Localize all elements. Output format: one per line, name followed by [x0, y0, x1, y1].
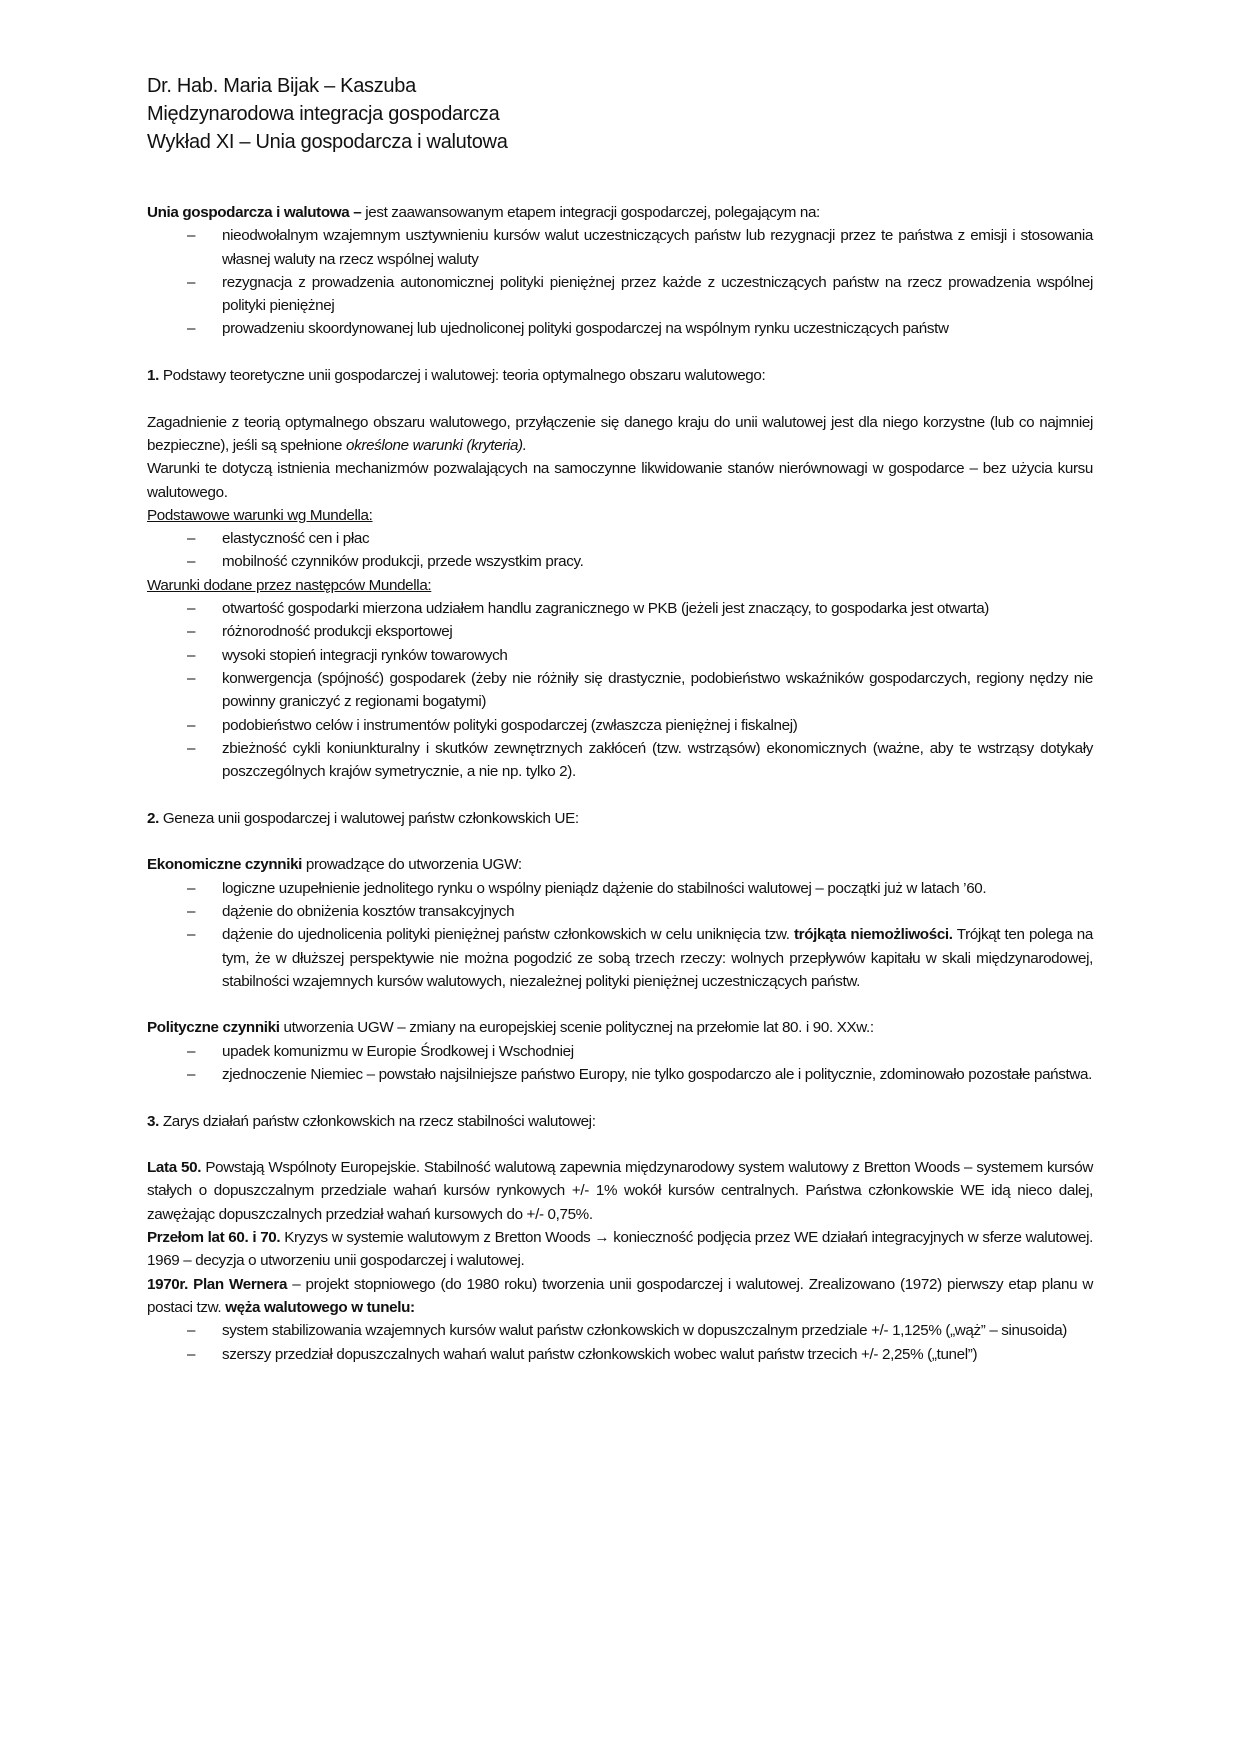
text-segment: dążenie do obniżenia kosztów transakcyjnych [222, 902, 515, 920]
bullet-dash-icon: – [187, 1345, 196, 1363]
blank-line [147, 341, 1093, 364]
list-item [147, 527, 1093, 550]
bullet-list [147, 1040, 1093, 1087]
paragraph [147, 457, 1093, 504]
bullet-dash-icon: – [187, 1065, 196, 1083]
text-segment: konwergencja (spójność) gospodarek (żeby nie różniły się drastycznie, podobieństwo wskaźników gospodarczych, regiony nędzy nie powinny graniczyć z regionami bogatymi) [222, 669, 1093, 711]
text-segment: upadek komunizmu w Europie Środkowej i Wschodniej [222, 1042, 574, 1060]
text-segment: podobieństwo celów i instrumentów polityki gospodarczej (zwłaszcza pieniężnej i fiskalnej) [222, 716, 798, 734]
bullet-dash-icon: – [187, 623, 196, 641]
paragraph [147, 504, 1093, 527]
list-item [147, 550, 1093, 573]
blank-line [147, 387, 1093, 410]
bullet-dash-icon: – [187, 879, 196, 897]
text-segment: – projekt stopniowego (do 1980 roku) tworzenia unii gospodarczej i walutowej. Zrealizowano (1972) pierwszy etap planu w postaci tzw. [147, 1275, 1093, 1316]
text-segment: Powstają Wspólnoty Europejskie. Stabilność walutową zapewnia międzynarodowy system walutowy z Bretton Woods – systemem kursów stałych o dopuszczalnym przedziale wahań kursów rynkowych +/- 1% wokół kursów centralnych. Państwa członkowskie WE idą nieco dalej, zawężając dopuszczalnych przedział wahań kursowych do +/- 0,75%. [147, 1159, 1093, 1223]
bullet-dash-icon: – [187, 553, 196, 571]
bullet-dash-icon: – [187, 926, 196, 944]
paragraph [147, 1110, 1093, 1133]
lecture-title: Wykład XI – Unia gospodarcza i walutowa [147, 131, 508, 153]
text-segment: nieodwołalnym wzajemnym usztywnieniu kursów walut uczestniczących państw lub rezygnacji przez te państwa z emisji i stosowania własnej waluty na rzecz wspólnej waluty [222, 227, 1093, 268]
bullet-dash-icon: – [187, 669, 196, 687]
paragraph [147, 1016, 1093, 1039]
underlined-subheading: Warunki dodane przez następców Mundella: [147, 576, 432, 594]
list-item [147, 1319, 1093, 1342]
paragraph [147, 364, 1093, 387]
list-item [147, 877, 1093, 900]
bullet-dash-icon: – [187, 716, 196, 734]
list-item [147, 271, 1093, 318]
text-segment: rezygnacja z prowadzenia autonomicznej polityki pieniężnej przez każde z uczestniczących państw na rzecz prowadzenia wspólnej polityki pieniężnej [222, 273, 1093, 315]
paragraph [147, 853, 1093, 876]
text-segment: szerszy przedział dopuszczalnych wahań walut państw członkowskich wobec walut państw trzecich +/- 2,25% („tunel”) [222, 1345, 978, 1363]
text-segment: Geneza unii gospodarczej i walutowej państw członkowskich UE: [162, 809, 579, 827]
bold-text: Unia gospodarcza i walutowa – [147, 204, 366, 221]
list-item [147, 317, 1093, 340]
bullet-list [147, 597, 1093, 783]
list-item [147, 1063, 1093, 1086]
bold-text: 2. [147, 809, 163, 827]
text-segment: dążenie do ujednolicenia polityki pieniężnej państw członkowskich w celu uniknięcia tzw. [222, 926, 794, 944]
bullet-dash-icon: – [187, 739, 196, 757]
bullet-dash-icon: – [187, 600, 196, 618]
author-line: Dr. Hab. Maria Bijak – Kaszuba [147, 75, 416, 97]
bold-text: Lata 50. [147, 1159, 202, 1177]
list-item [147, 737, 1093, 784]
bullet-dash-icon: – [187, 646, 196, 664]
paragraph [147, 1273, 1093, 1320]
blank-line [147, 1086, 1093, 1109]
bullet-dash-icon: – [187, 320, 196, 338]
bullet-dash-icon: – [187, 1042, 196, 1060]
paragraph [147, 1226, 1093, 1273]
bullet-list [147, 1319, 1093, 1366]
underlined-subheading: Podstawowe warunki wg Mundella: [147, 506, 373, 524]
bullet-dash-icon: – [187, 902, 196, 920]
text-segment: Kryzys w systemie walutowym z Bretton Woods → konieczność podjęcia przez WE działań integracyjnych w sferze walutowej. 1969 – decyzja o utworzeniu unii gospodarczej i walutowej. [147, 1229, 1093, 1270]
paragraph [147, 807, 1093, 830]
course-title: Międzynarodowa integracja gospodarcza [147, 103, 500, 125]
italic-text: określone warunki (kryteria). [346, 436, 527, 454]
text-segment: różnorodność produkcji eksportowej [222, 623, 453, 641]
text-segment: system stabilizowania wzajemnych kursów walut państw członkowskich w dopuszczalnym przedziale +/- 1,125% („wąż” – sinusoida) [222, 1322, 1068, 1340]
list-item [147, 1343, 1093, 1366]
text-segment: mobilność czynników produkcji, przede wszystkim pracy. [222, 553, 584, 571]
bold-text: Ekonomiczne czynniki [147, 856, 303, 874]
text-segment: otwartość gospodarki mierzona udziałem handlu zagranicznego w PKB (jeżeli jest znaczący, to gospodarka jest otwarta) [222, 600, 989, 618]
bold-text: 1. [147, 367, 163, 385]
bold-text: węża walutowego w tunelu: [225, 1298, 415, 1316]
bold-text: Polityczne czynniki [147, 1019, 280, 1037]
text-segment: jest zaawansowanym etapem integracji gospodarczej, polegającym na: [365, 204, 820, 221]
list-item [147, 923, 1093, 993]
text-segment: utworzenia UGW – zmiany na europejskiej scenie politycznej na przełomie lat 80. i 90. XXw.: [279, 1019, 874, 1037]
list-item [147, 224, 1093, 271]
text-segment: wysoki stopień integracji rynków towarowych [222, 646, 508, 664]
bullet-list [147, 527, 1093, 574]
document-body [147, 201, 1093, 1366]
text-segment: zbieżność cykli koniunkturalny i skutków zewnętrznych zakłóceń (tzw. wstrząsów) ekonomicznych (ważne, aby te wstrząsy dotykały poszczególnych krajów symetrycznie, a nie np. tylko 2). [222, 739, 1093, 781]
bullet-dash-icon: – [187, 1322, 196, 1340]
list-item [147, 900, 1093, 923]
blank-line [147, 830, 1093, 853]
bold-text: 1970r. Plan Wernera [147, 1275, 288, 1293]
bold-text: trójkąta niemożliwości. [793, 926, 953, 944]
bold-text: Przełom lat 60. i 70. [147, 1229, 281, 1247]
text-segment: Zagadnienie z teorią optymalnego obszaru walutowego, przyłączenie się danego kraju do unii walutowej jest dla niego korzystne (lub co najmniej bezpieczne), jeśli są spełnione [147, 413, 1093, 454]
text-segment: Podstawy teoretyczne unii gospodarczej i walutowej: teoria optymalnego obszaru walutowego: [162, 367, 766, 385]
text-segment: elastyczność cen i płac [222, 530, 370, 548]
paragraph [147, 411, 1093, 458]
paragraph [147, 574, 1093, 597]
paragraph [147, 201, 1093, 224]
text-segment: Zarys działań państw członkowskich na rzecz stabilności walutowej: [162, 1112, 596, 1130]
bullet-dash-icon: – [187, 227, 196, 245]
bullet-list [147, 224, 1093, 340]
blank-line [147, 783, 1093, 806]
list-item [147, 644, 1093, 667]
text-segment: Trójkąt ten polega na tym, że w dłuższej perspektywie nie można pogodzić ze sobą trzech rzeczy: wolnych przepływów kapitału w skali międzynarodowej, stabilności wzajemnych kursów walutowych, niezależnej polityki pieniężnej uczestniczących państw. [222, 926, 1094, 990]
list-item [147, 620, 1093, 643]
list-item [147, 667, 1093, 714]
bullet-dash-icon: – [187, 273, 196, 291]
list-item [147, 597, 1093, 620]
spacer [147, 156, 1093, 201]
blank-line [147, 1133, 1093, 1156]
text-segment: zjednoczenie Niemiec – powstało najsilniejsze państwo Europy, nie tylko gospodarczo ale i politycznie, zdominowało pozostałe państwa. [222, 1065, 1092, 1083]
bullet-dash-icon: – [187, 530, 196, 548]
bold-text: 3. [147, 1112, 163, 1130]
text-segment: prowadzeniu skoordynowanej lub ujednoliconej polityki gospodarczej na wspólnym rynku uczestniczących państw [222, 320, 949, 338]
bullet-list [147, 877, 1093, 993]
list-item [147, 714, 1093, 737]
list-item [147, 1040, 1093, 1063]
text-segment: prowadzące do utworzenia UGW: [302, 856, 522, 874]
document-page [147, 72, 1093, 1366]
paragraph [147, 1156, 1093, 1226]
blank-line [147, 993, 1093, 1016]
text-segment: logiczne uzupełnienie jednolitego rynku o wspólny pieniądz dążenie do stabilności walutowej – początki już w latach ’60. [222, 879, 987, 897]
text-segment: Warunki te dotyczą istnienia mechanizmów pozwalających na samoczynne likwidowanie stanów nierównowagi w gospodarce – bez użycia kursu walutowego. [147, 460, 1093, 501]
